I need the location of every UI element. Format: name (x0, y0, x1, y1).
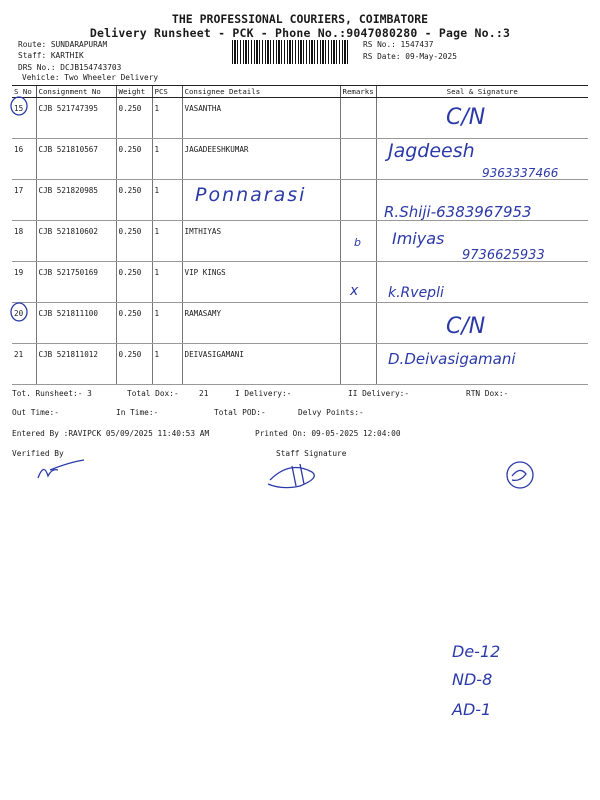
cell-consignee: JAGADEESHKUMAR (182, 139, 340, 180)
hw-row15-signature: C/N (446, 105, 486, 130)
staff-label: Staff: KARTHIK (18, 51, 84, 60)
rs-date: RS Date: 09-May-2025 (363, 52, 457, 61)
runsheet-subtitle: Delivery Runsheet - PCK - Phone No.:9047080280 - Page No.:3 (89, 26, 511, 40)
company-title: THE PROFESSIONAL COURIERS, COIMBATORE (171, 12, 429, 26)
col-consignee: Consignee Details (182, 86, 340, 98)
cell-consignment: CJB 521747395 (36, 98, 116, 139)
hw-row19-signature: k.Rvepli (388, 285, 444, 301)
cell-pcs: 1 (152, 221, 182, 262)
hw-note-de: De-12 (452, 642, 501, 661)
cell-weight: 0.250 (116, 221, 152, 262)
hw-row18-phone: 9736625933 (462, 248, 545, 263)
i-delivery-label: I Delivery:- (235, 389, 292, 398)
rs-number: RS No.: 1547437 (363, 40, 434, 49)
route-label: Route: SUNDARAPURAM (18, 40, 108, 49)
in-time-label: In Time:- (116, 408, 159, 417)
cell-consignment: CJB 521811100 (36, 303, 116, 344)
cell-consignee: RAMASAMY (182, 303, 340, 344)
cell-sno: 17 (12, 180, 36, 221)
cell-pcs: 1 (152, 262, 182, 303)
hw-row18-remark: b (354, 236, 361, 249)
total-dox-label: Total Dox:- (127, 389, 179, 398)
cell-weight: 0.250 (116, 303, 152, 344)
rtn-dox-label: RTN Dox:- (466, 389, 509, 398)
staff-signature-label: Staff Signature (276, 449, 347, 458)
cell-sno: 19 (12, 262, 36, 303)
cell-weight: 0.250 (116, 139, 152, 180)
cell-sno: 21 (12, 344, 36, 385)
cell-consignment: CJB 521811012 (36, 344, 116, 385)
total-pod-label: Total POD:- (214, 408, 266, 417)
cell-consignee: IMTHIYAS (182, 221, 340, 262)
col-sno: S No (12, 86, 36, 98)
cell-sno: 20 (12, 303, 36, 344)
cell-pcs: 1 (152, 139, 182, 180)
hw-note-ad: AD-1 (452, 700, 492, 719)
col-pcs: PCS (152, 86, 182, 98)
cell-sno: 18 (12, 221, 36, 262)
cell-pcs: 1 (152, 180, 182, 221)
out-time-label: Out Time:- (12, 408, 59, 417)
cell-weight: 0.250 (116, 262, 152, 303)
hw-row16-signature: Jagdeesh (388, 140, 475, 162)
hw-note-nd: ND-8 (452, 670, 493, 689)
drs-number: DRS No.: DCJB154743703 (18, 63, 122, 72)
cell-consignee: VIP KINGS (182, 262, 340, 303)
cell-consignment: CJB 521750169 (36, 262, 116, 303)
delvy-points-label: Delvy Points:- (298, 408, 364, 417)
hw-row18-signature: Imiyas (392, 229, 445, 248)
vehicle-label: Vehicle: Two Wheeler Delivery (22, 73, 159, 82)
cell-consignee: VASANTHA (182, 98, 340, 139)
hw-row21-signature: D.Deivasigamani (388, 350, 516, 368)
printed-on: Printed On: 09-05-2025 12:04:00 (255, 429, 401, 438)
cell-weight: 0.250 (116, 180, 152, 221)
cell-weight: 0.250 (116, 344, 152, 385)
col-weight: Weight (116, 86, 152, 98)
cell-consignee: DEIVASIGAMANI (182, 344, 340, 385)
hw-row17-name: Ponnarasi (195, 184, 307, 206)
col-remarks: Remarks (340, 86, 376, 98)
col-signature: Seal & Signature (376, 86, 588, 98)
cell-pcs: 1 (152, 303, 182, 344)
hw-row17-signature: R.Shiji-6383967953 (384, 203, 532, 221)
hw-row16-phone: 9363337466 (482, 166, 559, 180)
total-dox-value: 21 (199, 389, 209, 398)
cell-consignment: CJB 521820985 (36, 180, 116, 221)
cell-consignment: CJB 521810567 (36, 139, 116, 180)
entered-by: Entered By :RAVIPCK 05/09/2025 11:40:53 AM (12, 429, 210, 438)
cell-sno: 16 (12, 139, 36, 180)
cell-consignment: CJB 521810602 (36, 221, 116, 262)
cell-sno: 15 (12, 98, 36, 139)
hw-row19-remark: x (350, 283, 359, 299)
cell-weight: 0.250 (116, 98, 152, 139)
hw-row20-signature: C/N (446, 314, 486, 339)
cell-pcs: 1 (152, 344, 182, 385)
ii-delivery-label: II Delivery:- (348, 389, 410, 398)
cell-pcs: 1 (152, 98, 182, 139)
col-consignment: Consignment No (36, 86, 116, 98)
tot-runsheet: Tot. Runsheet:- 3 (12, 389, 92, 398)
verified-by-label: Verified By (12, 449, 64, 458)
